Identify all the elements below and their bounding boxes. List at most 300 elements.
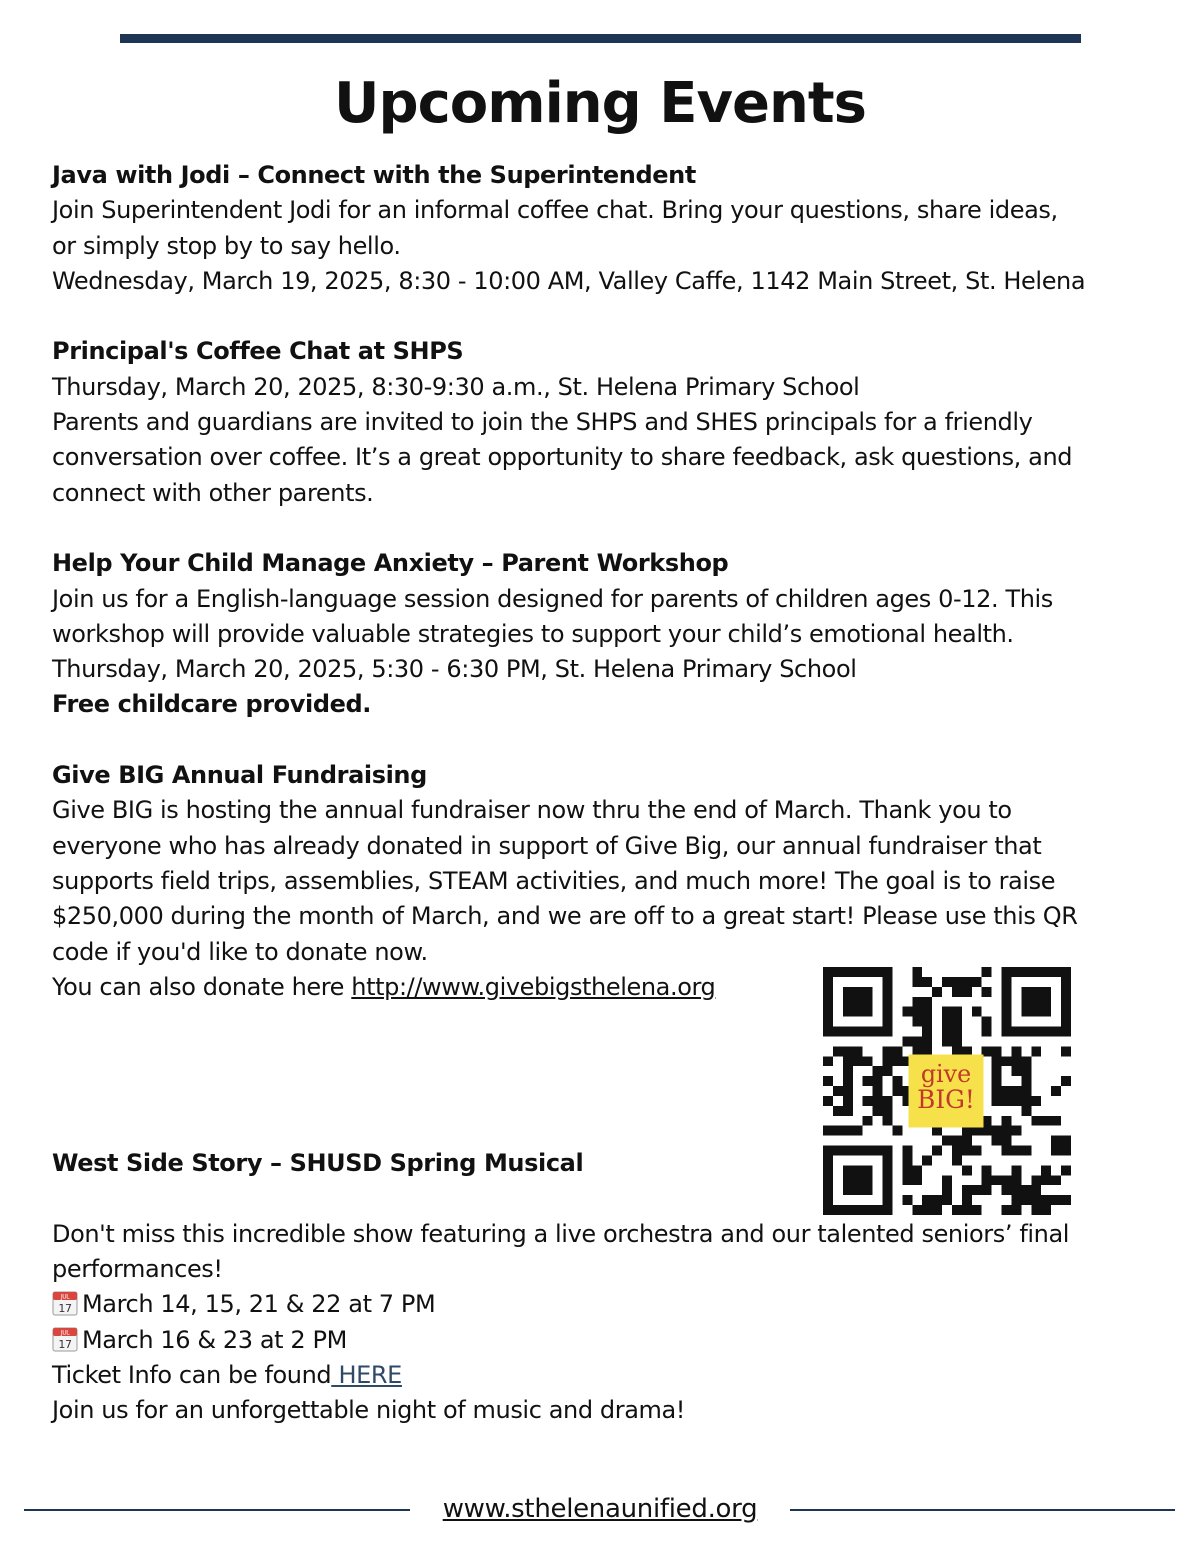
qr-module [982,1165,992,1175]
event-text: performances! [52,1255,223,1284]
qr-module [942,1136,952,1146]
qr-module [1021,1007,1031,1017]
qr-module [982,1185,992,1195]
qr-module [942,1036,952,1046]
qr-module [883,1205,893,1215]
qr-module [1002,1007,1012,1017]
qr-module [843,987,853,997]
qr-module [902,1175,912,1185]
qr-module [883,1027,893,1037]
calendar-icon [52,1290,78,1316]
closing-text: Join us for an unforgettable night of music and drama! [52,1396,686,1425]
qr-module [922,1195,932,1205]
qr-module [843,1027,853,1037]
qr-module [873,1066,883,1076]
qr-module [952,1027,962,1037]
qr-module [873,1146,883,1156]
qr-module [863,1096,873,1106]
qr-module [1011,1165,1021,1175]
qr-module [1002,1017,1012,1027]
qr-module [952,977,962,987]
qr-module [843,1126,853,1136]
qr-module [942,1175,952,1185]
qr-module [843,1146,853,1156]
qr-module [1011,1046,1021,1056]
event-text: or simply stop by to say hello. [52,231,401,260]
qr-module [962,987,972,997]
qr-module [843,1175,853,1185]
qr-module [1011,1056,1021,1066]
qr-module [873,967,883,977]
event-text: Don't miss this incredible show featuring a live orchestra and our talented seniors’ final [52,1219,1070,1248]
qr-module [883,1007,893,1017]
qr-module [1061,1165,1071,1175]
event-title: Give BIG Annual Fundraising [52,761,427,790]
qr-module [1061,1195,1071,1205]
qr-module [1061,1007,1071,1017]
qr-module [1061,1027,1071,1037]
qr-module [962,1165,972,1175]
qr-module [892,1056,902,1066]
qr-module [1002,1146,1012,1156]
qr-module [873,1027,883,1037]
qr-module [853,1205,863,1215]
qr-module [823,1195,833,1205]
qr-module [942,977,952,987]
qr-module [912,1007,922,1017]
qr-module [1031,1195,1041,1205]
qr-module [883,967,893,977]
footer-website-link[interactable]: www.sthelenaunified.org [442,1494,758,1524]
qr-module [952,1155,962,1165]
qr-module [883,1155,893,1165]
qr-module [992,1046,1002,1056]
page-title: Upcoming Events [334,71,866,136]
event-text: Join us for a English-language session designed for parents of children ages 0-12. This [52,584,1053,613]
qr-module [1021,1106,1031,1116]
qr-module [1021,1027,1031,1037]
qr-module [992,1096,1002,1106]
qr-module [982,1027,992,1037]
qr-module [843,1106,853,1116]
qr-module [823,1165,833,1175]
qr-module [833,1086,843,1096]
qr-module [843,1165,853,1175]
qr-module [1011,1195,1021,1205]
qr-module [1051,1195,1061,1205]
qr-module [1011,1205,1021,1215]
qr-module [883,1066,893,1076]
qr-module [853,1056,863,1066]
qr-module [1031,1116,1041,1126]
qr-module [1041,1195,1051,1205]
qr-module [1041,1007,1051,1017]
ticket-line [52,1358,1142,1393]
qr-module [892,1086,902,1096]
qr-module [853,1007,863,1017]
qr-module [1031,1175,1041,1185]
qr-module [863,997,873,1007]
calendar-icon-day: 17 [58,1337,72,1351]
qr-module [932,1205,942,1215]
qr-module [912,1165,922,1175]
qr-module [1061,987,1071,997]
qr-module [1061,997,1071,1007]
qr-module [843,1056,853,1066]
qr-module [823,1126,833,1136]
event-details: Thursday, March 20, 2025, 5:30 - 6:30 PM, St. Helena Primary School [52,655,857,684]
qr-module [1002,1086,1012,1096]
qr-module [843,1185,853,1195]
qr-module [863,1027,873,1037]
qr-module [1021,1076,1031,1086]
qr-module [902,1007,912,1017]
qr-module [1031,1205,1041,1215]
qr-module [833,1046,843,1056]
qr-module [992,1136,1002,1146]
qr-module [853,1046,863,1056]
qr-module [883,1116,893,1126]
qr-module [843,997,853,1007]
qr-module [952,1136,962,1146]
qr-module [823,1096,833,1106]
qr-module [1051,1027,1061,1037]
qr-module [1041,987,1051,997]
event-title: Principal's Coffee Chat at SHPS [52,337,464,366]
qr-module [1021,1195,1031,1205]
qr-module [823,1146,833,1156]
qr-module [883,1175,893,1185]
qr-module [823,1076,833,1086]
qr-module [863,987,873,997]
qr-module [1061,1076,1071,1086]
qr-module [853,997,863,1007]
qr-module [1011,967,1021,977]
show-date [52,1287,1142,1322]
qr-module [883,1017,893,1027]
qr-module [1021,1066,1031,1076]
qr-module [902,1036,912,1046]
qr-module [883,1056,893,1066]
qr-module [1021,967,1031,977]
qr-module [962,1136,972,1146]
qr-module [902,1146,912,1156]
calendar-icon-month: JUL [60,1293,70,1301]
qr-module [863,1146,873,1156]
qr-module [912,967,922,977]
qr-module [942,1007,952,1017]
qr-module [1041,967,1051,977]
event-text: Give BIG is hosting the annual fundraiser now thru the end of March. Thank you to [52,796,1012,825]
qr-module [833,1027,843,1037]
qr-module [1041,1027,1051,1037]
calendar-icon-day: 17 [58,1302,72,1316]
qr-module [962,1205,972,1215]
qr-module [853,1175,863,1185]
qr-module [952,1205,962,1215]
event-text: workshop will provide valuable strategies to support your child’s emotional health. [52,619,1014,648]
qr-module [1021,987,1031,997]
qr-module [1011,1066,1021,1076]
qr-module [843,1046,853,1056]
qr-module [1021,1146,1031,1156]
qr-module [922,1027,932,1037]
donate-link[interactable]: http://www.givebigsthelena.org [351,972,716,1001]
qr-logo-text: BIG! [917,1084,975,1114]
qr-module [952,987,962,997]
show-date-text: March 16 & 23 at 2 PM [82,1325,347,1354]
qr-module [1041,997,1051,1007]
qr-module [932,1195,942,1205]
event-title: Help Your Child Manage Anxiety – Parent Workshop [52,549,729,578]
qr-module [873,1096,883,1106]
qr-module [843,1076,853,1086]
show-date-text: March 14, 15, 21 & 22 at 7 PM [82,1290,436,1319]
qr-module [883,1185,893,1195]
qr-module [1061,1046,1071,1056]
qr-module [823,997,833,1007]
qr-module [1011,1126,1021,1136]
qr-module [1002,1136,1012,1146]
qr-module [982,987,992,997]
qr-module [883,1165,893,1175]
qr-module [823,1027,833,1037]
qr-module [1031,1046,1041,1056]
event-text: supports field trips, assemblies, STEAM activities, and much more! The goal is to raise [52,866,1056,895]
qr-module [1021,1056,1031,1066]
qr-module [853,1146,863,1156]
qr-module [972,1007,982,1017]
event-text: Join Superintendent Jodi for an informal coffee chat. Bring your questions, share ideas, [52,196,1058,225]
calendar-icon [52,1326,78,1352]
qr-module [1002,1116,1012,1126]
qr-module [843,1007,853,1017]
qr-module [1002,1126,1012,1136]
qr-module [1002,1096,1012,1106]
qr-module [912,997,922,1007]
qr-module [833,1126,843,1136]
qr-module [942,1017,952,1027]
qr-module [1011,1086,1021,1096]
qr-module [853,1165,863,1175]
qr-module [853,1027,863,1037]
qr-module [912,1036,922,1046]
events-content [52,158,1142,1429]
qr-module [833,1106,843,1116]
qr-module [883,1046,893,1056]
qr-module [873,1086,883,1096]
qr-module [883,1195,893,1205]
qr-module [1031,1185,1041,1195]
ticket-link[interactable]: HERE [331,1360,402,1389]
qr-module [823,1056,833,1066]
qr-module [922,1205,932,1215]
event-note: Free childcare provided. [52,690,371,719]
qr-module [823,967,833,977]
qr-module [1011,1175,1021,1185]
qr-module [883,1106,893,1116]
qr-module [922,1017,932,1027]
qr-module [843,967,853,977]
show-date [52,1323,1142,1358]
qr-module [883,1096,893,1106]
top-rule [120,34,1081,43]
qr-module [1002,997,1012,1007]
event-details: Thursday, March 20, 2025, 8:30-9:30 a.m., St. Helena Primary School [52,372,860,401]
qr-module [1041,1175,1051,1185]
event-text: conversation over coffee. It’s a great opportunity to share feedback, ask questions, and [52,443,1073,472]
event-title: West Side Story – SHUSD Spring Musical [52,1149,584,1178]
qr-module [1002,977,1012,987]
qr-module [992,1175,1002,1185]
qr-module [1002,1056,1012,1066]
qr-module [972,1185,982,1195]
qr-module [1061,967,1071,977]
qr-module [1031,1007,1041,1017]
qr-module [952,1146,962,1156]
qr-module [863,1076,873,1086]
qr-module [823,1175,833,1185]
qr-module [823,1017,833,1027]
event-text: code if you'd like to donate now. [52,937,428,966]
qr-module [1002,1185,1012,1195]
qr-module [922,1007,932,1017]
qr-module [962,1195,972,1205]
qr-module [922,977,932,987]
event-text: connect with other parents. [52,478,374,507]
qr-module [942,1185,952,1195]
qr-module [1051,967,1061,977]
qr-module [873,1106,883,1116]
qr-module [912,977,922,987]
event-title: Java with Jodi – Connect with the Superintendent [52,161,696,189]
qr-module [843,1066,853,1076]
qr-module [982,1175,992,1185]
qr-module [912,1017,922,1027]
qr-module [952,1017,962,1027]
qr-module [863,1165,873,1175]
calendar-icon-month: JUL [60,1329,70,1337]
qr-module [1041,1116,1051,1126]
qr-module [1021,1096,1031,1106]
qr-module [1002,987,1012,997]
qr-module [1002,967,1012,977]
qr-module [823,1185,833,1195]
qr-module [992,1086,1002,1096]
qr-module [1011,1185,1021,1195]
qr-module [883,987,893,997]
qr-module [863,1205,873,1215]
qr-module [1031,967,1041,977]
qr-module [922,997,932,1007]
qr-module [823,977,833,987]
qr-module [972,977,982,987]
qr-module [932,1146,942,1156]
qr-module [883,1146,893,1156]
qr-module [902,1155,912,1165]
qr-module [1051,1086,1061,1096]
qr-module [992,1066,1002,1076]
qr-module [843,1205,853,1215]
qr-module [853,1185,863,1195]
qr-module [1002,1205,1012,1215]
qr-module [833,1205,843,1215]
qr-module [1011,1027,1021,1037]
qr-module [1021,997,1031,1007]
qr-module [962,977,972,987]
qr-module [1051,1146,1061,1156]
qr-module [853,987,863,997]
qr-module [883,997,893,1007]
qr-module [992,1056,1002,1066]
qr-module [992,1076,1002,1086]
qr-code[interactable] [823,967,1071,1215]
qr-module [843,1086,853,1096]
qr-module [1002,1027,1012,1037]
qr-module [1061,977,1071,987]
qr-module [873,1205,883,1215]
qr-module [883,977,893,987]
qr-module [962,1185,972,1195]
qr-logo-text: give [920,1060,972,1089]
qr-module [1021,1185,1031,1195]
qr-module [1051,1116,1061,1126]
qr-module [863,1185,873,1195]
qr-module [863,1056,873,1066]
qr-module [962,1146,972,1156]
qr-module [1041,1165,1051,1175]
qr-module [952,1007,962,1017]
qr-module [1041,1205,1051,1215]
qr-module [833,967,843,977]
event-text: Parents and guardians are invited to join the SHPS and SHES principals for a friendly [52,408,1033,437]
qr-module [863,1116,873,1126]
qr-module [1061,1146,1071,1156]
qr-module [952,1036,962,1046]
donate-prefix: You can also donate here [52,972,352,1001]
qr-module [823,1205,833,1215]
qr-module [922,1036,932,1046]
event-text: everyone who has already donated in support of Give Big, our annual fundraiser that [52,831,1042,860]
qr-module [1031,997,1041,1007]
qr-module [902,1195,912,1205]
qr-module [902,1165,912,1175]
qr-module [833,1146,843,1156]
qr-module [1061,1136,1071,1146]
qr-module [1002,1175,1012,1185]
qr-module [863,967,873,977]
qr-module [972,1205,982,1215]
qr-module [1051,1175,1061,1185]
qr-module [1011,1146,1021,1156]
qr-module [942,1195,952,1205]
qr-module [1031,987,1041,997]
qr-module [1031,1096,1041,1106]
qr-module [1011,1096,1021,1106]
qr-module [853,967,863,977]
qr-module [863,1175,873,1185]
qr-module [972,1146,982,1156]
qr-module [892,1126,902,1136]
event-text: $250,000 during the month of March, and we are off to a great start! Please use this QR [52,902,1078,931]
qr-module [912,1175,922,1185]
qr-module [843,1096,853,1106]
qr-module [823,987,833,997]
qr-module [912,1205,922,1215]
qr-module [823,1155,833,1165]
qr-module [1031,1027,1041,1037]
qr-module [853,1126,863,1136]
